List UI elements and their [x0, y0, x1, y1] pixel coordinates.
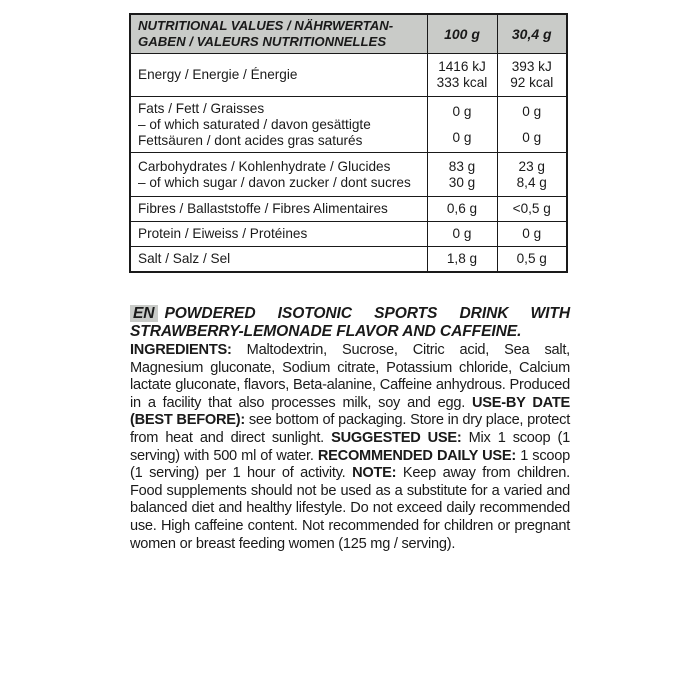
header-100g: 100 g [427, 14, 497, 54]
value-serving-line: 393 kJ [511, 59, 552, 74]
table-row-fibres [130, 197, 567, 222]
nutrient-label [130, 153, 427, 197]
value-serving [497, 54, 567, 97]
value-100g-line: 0,6 g [446, 201, 478, 216]
nutrient-label-line: Carbohydrates / Kohlenhydrate / Glucides [138, 158, 391, 174]
value-serving-line: 23 g [518, 158, 545, 174]
value-serving-line: 92 kcal [510, 75, 554, 90]
value-100g-line: 1416 kJ [438, 59, 486, 74]
table-row-fats [130, 97, 567, 153]
note-label: NOTE: [352, 465, 397, 482]
value-serving [497, 97, 567, 153]
product-description [130, 305, 570, 553]
nutrient-label-line: Energy / Energie / Énergie [138, 67, 298, 82]
header-serving: 30,4 g [497, 14, 567, 54]
value-100g [427, 54, 497, 97]
nutrient-label-line: Protein / Eiweiss / Protéines [138, 226, 308, 241]
note-text: Keep away from children. Food supplements should not be used as a substitute for a varied and balanced diet and healthy lifestyle. Do not exceed daily recommended use. High caffeine content. Not recommended for children or pregnant women or breast feeding women (125 mg / serving). [130, 465, 570, 552]
use-by-label: USE-BY DATE (BEST BEFORE): [130, 394, 570, 429]
nutrient-label-line: Salt / Salz / Sel [138, 251, 231, 266]
nutrient-label [130, 222, 427, 247]
ingredients-text: Maltodextrin, Sucrose, Citric acid, Sea salt, Magnesium gluconate, Sodium citrate, Potassium chloride, Calcium lactate gluconate, flavors, Beta-alanine, Caffeine anhydrous. Produced in a facility that also processes milk, soy and egg. [130, 342, 570, 411]
value-100g [427, 247, 497, 273]
value-serving-line: 0,5 g [516, 251, 547, 266]
table-row-energy [130, 54, 567, 97]
suggested-use-text: Mix 1 scoop (1 serving) with 500 ml of water. [130, 429, 570, 464]
value-100g-line: 30 g [448, 174, 476, 190]
product-title-text: POWDERED ISOTONIC SPORTS DRINK WITH STRAWBERRY-LEMONADE FLAVOR AND CAFFEINE. [130, 305, 570, 340]
recommended-use-text: 1 scoop (1 serving) per 1 hour of activity. [130, 447, 570, 482]
value-serving [497, 197, 567, 222]
product-info-text [130, 342, 570, 553]
value-100g [427, 222, 497, 247]
nutrient-label-line: – of which saturated / davon gesättigte [138, 116, 371, 132]
ingredients-label: INGREDIENTS: [130, 342, 232, 358]
table-header-row [130, 14, 567, 54]
value-serving-line: 0 g [522, 103, 542, 119]
table-row-carbohydrates [130, 153, 567, 197]
value-100g-line: 0 g [452, 103, 472, 119]
value-100g-line: 83 g [448, 158, 476, 174]
value-100g-line: 0 g [452, 129, 472, 145]
value-serving-line: 0 g [522, 129, 542, 145]
value-serving [497, 247, 567, 273]
nutrition-table [129, 13, 568, 273]
header-label-line2: GABEN / VALEURS NUTRITIONNELLES [138, 34, 387, 49]
suggested-use-label: SUGGESTED USE: [331, 429, 462, 446]
header-label [130, 14, 427, 54]
nutrient-label-line: Fettsäuren / dont acides gras saturés [138, 132, 363, 148]
nutrient-label [130, 54, 427, 97]
table-row-protein [130, 222, 567, 247]
value-100g-line: 0 g [452, 226, 472, 241]
value-100g [427, 153, 497, 197]
nutrient-label-line: Fibres / Ballaststoffe / Fibres Alimentaires [138, 201, 388, 216]
nutrition-table-body [130, 54, 567, 273]
use-by-text: see bottom of packaging. Store in dry place, protect from heat and direct sunlight. [130, 412, 571, 446]
nutrient-label [130, 97, 427, 153]
nutrient-label [130, 247, 427, 273]
table-row-salt [130, 247, 567, 273]
recommended-use-label: RECOMMENDED DAILY USE: [317, 447, 516, 464]
header-label-line1: NUTRITIONAL VALUES / NÄHRWERTAN- [138, 18, 394, 33]
value-serving-line: <0,5 g [512, 201, 551, 216]
value-serving [497, 222, 567, 247]
nutrient-label-line: Fats / Fett / Graisses [138, 100, 265, 116]
value-100g [427, 97, 497, 153]
nutrient-label-line: – of which sugar / davon zucker / dont sucres [138, 174, 411, 190]
product-title [130, 305, 570, 341]
value-serving-line: 8,4 g [516, 174, 547, 190]
language-badge: EN [130, 305, 158, 322]
value-serving [497, 153, 567, 197]
value-serving-line: 0 g [522, 226, 542, 241]
nutrient-label [130, 197, 427, 222]
value-100g-line: 333 kcal [436, 75, 488, 90]
value-100g-line: 1,8 g [446, 251, 478, 266]
value-100g [427, 197, 497, 222]
